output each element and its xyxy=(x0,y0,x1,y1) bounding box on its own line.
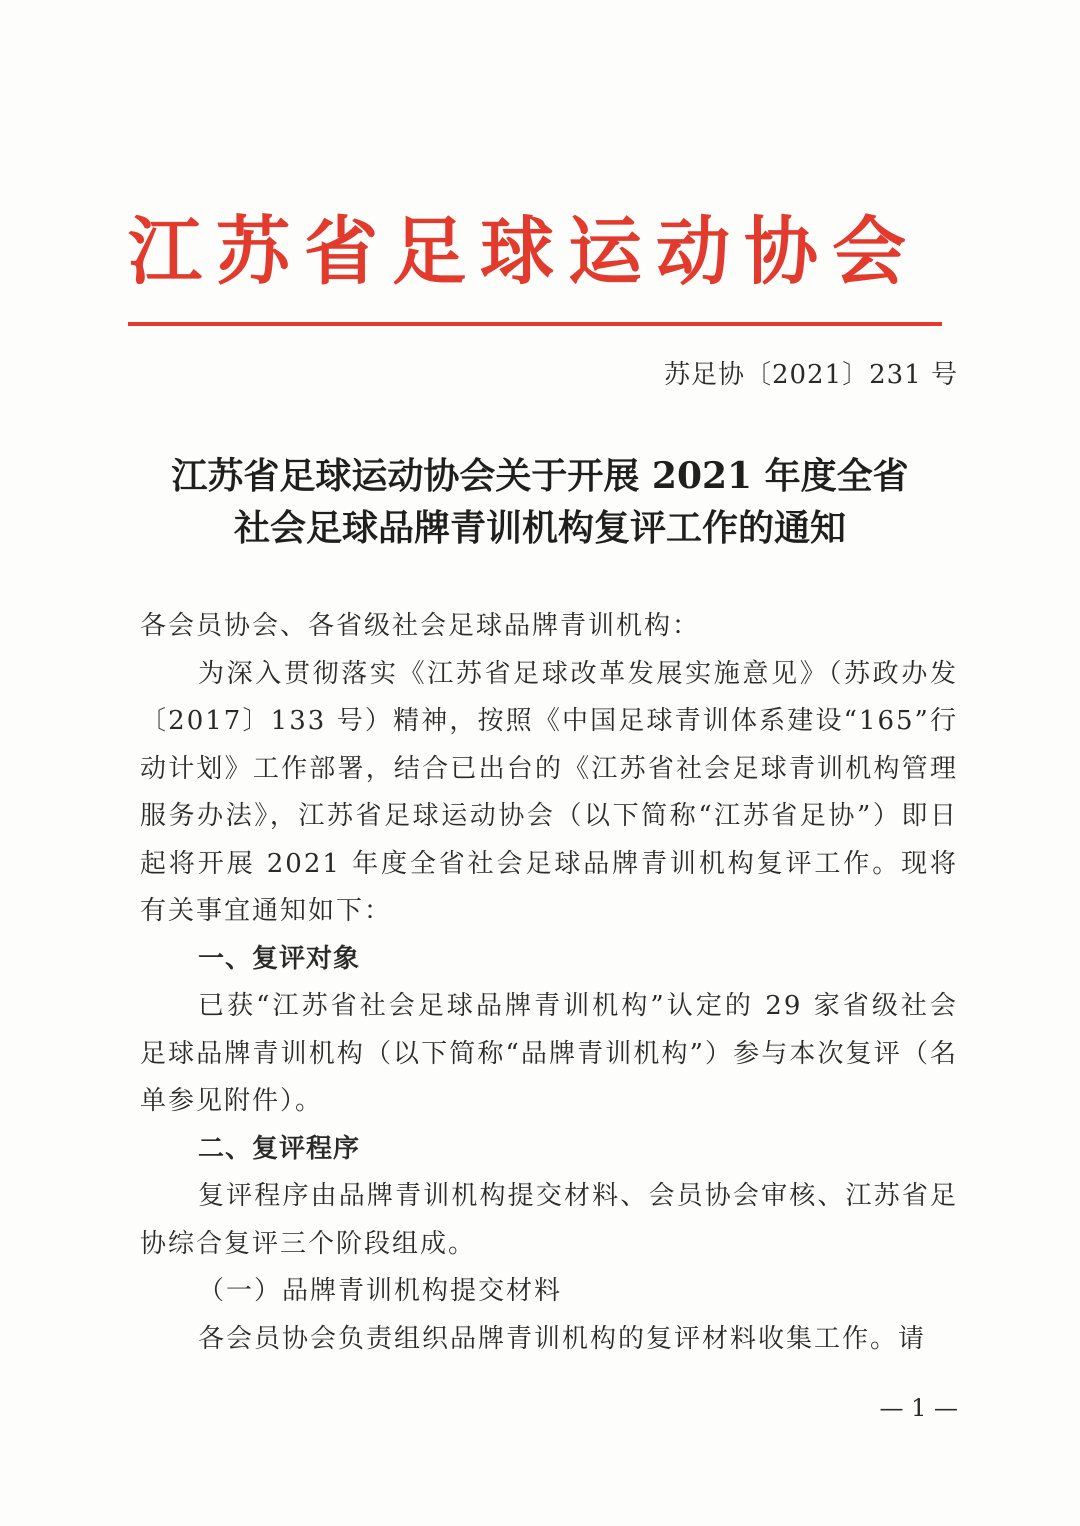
section-1-heading: 一、复评对象 xyxy=(198,943,361,974)
title-line-1: 江苏省足球运动协会关于开展 2021 年度全省 xyxy=(171,455,909,497)
section-1-paragraph: 已获“江苏省社会足球品牌青训机构”认定的 29 家省级社会足球品牌青训机构（以下简称“品牌青训机构”）参与本次复评（名单参见附件）。 xyxy=(140,991,958,1116)
subsection-1-paragraph: 各会员协会负责组织品牌青训机构的复评材料收集工作。请 xyxy=(198,1323,927,1354)
section-2-paragraph: 复评程序由品牌青训机构提交材料、会员协会审核、江苏省足协综合复评三个阶段组成。 xyxy=(140,1181,958,1259)
document-title xyxy=(140,450,940,554)
document-number: 苏足协〔2021〕231 号 xyxy=(663,360,958,390)
organization-letterhead: 江苏省足球运动协会 xyxy=(128,209,920,295)
section-2-heading: 二、复评程序 xyxy=(198,1133,361,1164)
title-line-2: 社会足球品牌青训机构复评工作的通知 xyxy=(233,507,846,549)
document-body xyxy=(140,603,958,1363)
salutation: 各会员协会、各省级社会足球品牌青训机构： xyxy=(140,611,701,641)
page-number: — 1 — xyxy=(879,1394,958,1422)
intro-paragraph: 为深入贯彻落实《江苏省足球改革发展实施意见》（苏政办发〔2017〕133 号）精神，按照《中国足球青训体系建设“165”行动计划》工作部署，结合已出台的《江苏省社会足球青训机构管理服务办法》，江苏省足球运动协会（以下简称“江苏省足协”）即日起将开展 2021 年度全省社会足球品牌青训机构复评工作。现将有关事宜通知如下： xyxy=(140,658,958,926)
letterhead-divider xyxy=(128,322,942,326)
subsection-1-heading: （一）品牌青训机构提交材料 xyxy=(198,1276,563,1306)
